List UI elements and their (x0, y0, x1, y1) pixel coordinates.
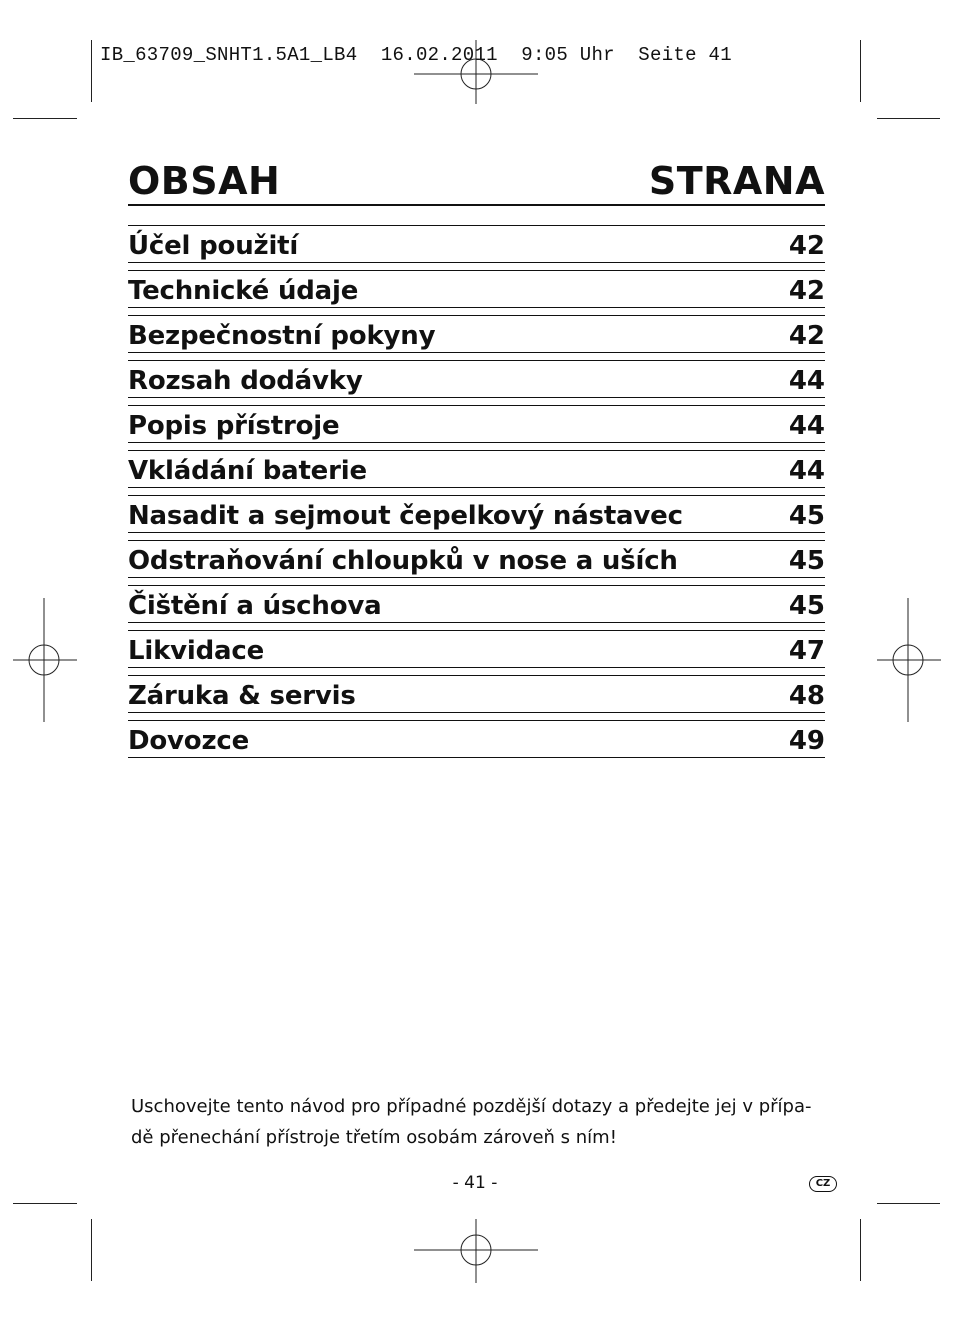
crop-mark (877, 118, 940, 119)
registration-mark-icon (13, 598, 77, 722)
crop-mark (877, 1203, 940, 1204)
toc-entry (128, 270, 825, 308)
toc-entry-page: 42 (788, 321, 825, 351)
toc-entry-page: 45 (788, 546, 825, 576)
toc-entry (128, 450, 825, 488)
registration-mark-icon (414, 1219, 538, 1283)
toc-entry (128, 225, 825, 263)
toc-entry-page: 49 (788, 726, 825, 756)
toc-entry-title: Odstraňování chloupků v nose a uších (128, 546, 678, 576)
toc-entry (128, 405, 825, 443)
crop-mark (860, 40, 861, 102)
language-badge: CZ (809, 1176, 837, 1192)
toc-entry-page: 42 (788, 276, 825, 306)
toc-entry-title: Záruka & servis (128, 681, 356, 711)
toc-entry (128, 495, 825, 533)
note-line: Uschovejte tento návod pro případné pozdější dotazy a předejte jej v přípa- (131, 1096, 812, 1117)
toc-heading-contents: OBSAH (128, 159, 281, 203)
toc-entry-title: Nasadit a sejmout čepelkový nástavec (128, 501, 683, 531)
toc-entry-page: 45 (788, 591, 825, 621)
crop-mark (860, 1219, 861, 1281)
table-of-contents (128, 225, 825, 765)
toc-entry-page: 45 (788, 501, 825, 531)
toc-entry (128, 675, 825, 713)
toc-entry-title: Vkládání baterie (128, 456, 367, 486)
toc-entry (128, 630, 825, 668)
toc-entry-title: Technické údaje (128, 276, 359, 306)
toc-entry-page: 47 (788, 636, 825, 666)
crop-mark (91, 1219, 92, 1281)
registration-mark-icon (877, 598, 941, 722)
keep-manual-note (131, 1091, 831, 1153)
crop-mark (13, 1203, 77, 1204)
registration-mark-icon (414, 40, 538, 104)
toc-entry-title: Čištění a úschova (128, 591, 382, 621)
print-slug: IB_63709_SNHT1.5A1_LB4 16.02.2011 9:05 Uhr Seite 41 (100, 44, 732, 66)
toc-entry (128, 360, 825, 398)
toc-entry (128, 540, 825, 578)
toc-heading (128, 158, 825, 204)
heading-rule (128, 204, 825, 206)
toc-entry-page: 44 (788, 366, 825, 396)
toc-heading-page: STRANA (648, 159, 825, 203)
toc-entry-page: 44 (788, 456, 825, 486)
toc-entry-page: 48 (788, 681, 825, 711)
toc-entry-title: Dovozce (128, 726, 250, 756)
toc-entry-title: Popis přístroje (128, 411, 340, 441)
toc-entry (128, 585, 825, 623)
note-line: dě přenechání přístroje třetím osobám zároveň s ním! (131, 1127, 617, 1148)
toc-entry-page: 44 (788, 411, 825, 441)
crop-mark (91, 40, 92, 102)
page-number: - 41 - (452, 1173, 498, 1193)
toc-entry-title: Likvidace (128, 636, 265, 666)
crop-mark (13, 118, 77, 119)
toc-entry-title: Rozsah dodávky (128, 366, 363, 396)
toc-entry-page: 42 (788, 231, 825, 261)
toc-entry (128, 315, 825, 353)
toc-entry (128, 720, 825, 758)
toc-entry-title: Účel použití (128, 231, 299, 261)
toc-entry-title: Bezpečnostní pokyny (128, 321, 436, 351)
